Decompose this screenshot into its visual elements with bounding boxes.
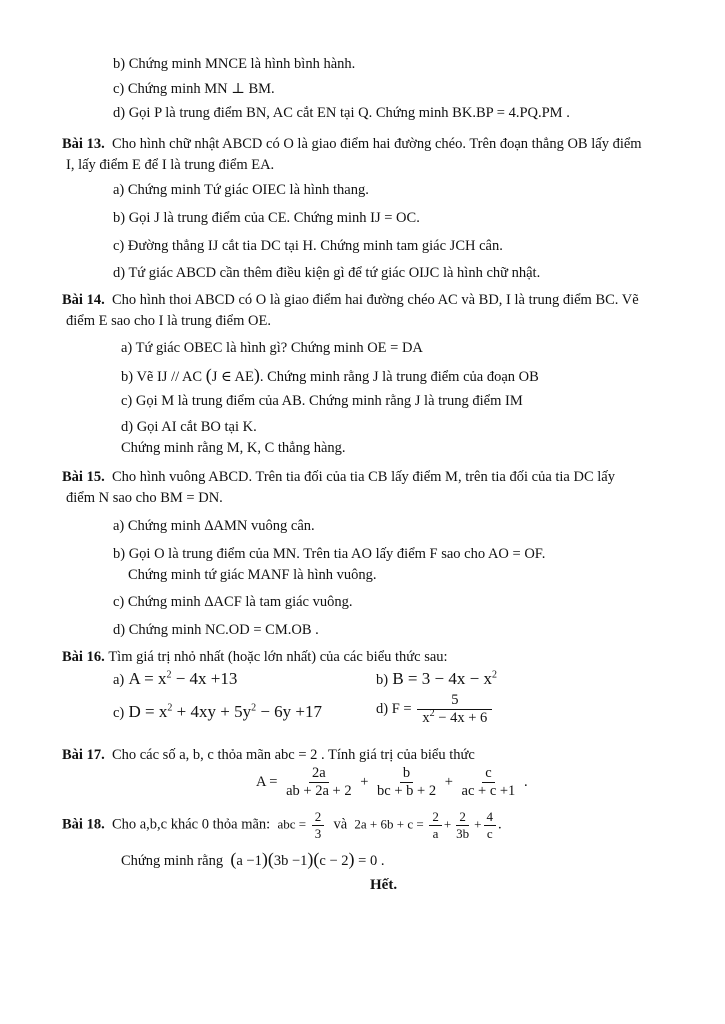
expr-d-fraction [417, 693, 492, 726]
expr-d-num: 5 [417, 693, 492, 710]
problem-15-statement [62, 468, 615, 486]
expr17-end: . [523, 774, 528, 791]
cond2-frac-1-den: a [432, 825, 439, 841]
problem-17-stmt: Cho các số a, b, c thỏa mãn abc = 2 . Tính giá trị của biểu thức [111, 747, 475, 763]
expr17-frac-2-den: bc + b + 2 [377, 783, 437, 800]
expr17-frac-3 [459, 766, 519, 799]
expr-a-2: − 4x +13 [171, 669, 238, 688]
prove-expr-3: c − 2 [319, 853, 349, 869]
problem-14-part-b-post: . Chứng minh rằng J là trung điểm của đoạn OB [259, 369, 539, 385]
expr-a-sq: 2 [166, 669, 172, 681]
cond1-frac [312, 810, 325, 840]
expr-b-sq: 2 [491, 669, 497, 681]
cond2-frac-3-den: c [486, 825, 493, 841]
problem-15-part-a: a) Chứng minh ΔAMN vuông cân. [113, 518, 315, 534]
expr-c-1: D = x [128, 702, 168, 721]
problem-13-part-d: d) Tứ giác ABCD cần thêm điều kiện gì để tứ giác OIJC là hình chữ nhật. [113, 265, 541, 281]
problem-14-stmt-1: Cho hình thoi ABCD có O là giao điểm hai đường chéo AC và BD, I là trung điểm BC. Vẽ [111, 292, 639, 308]
problem-16-part-c [113, 703, 322, 722]
expr-c-2: + 4xy + 5y [172, 702, 252, 721]
expr-c-sq-2: 2 [251, 702, 257, 714]
problem-15-stmt-1: Cho hình vuông ABCD. Trên tia đối của tia CB lấy điểm M, trên tia đối của tia DC lấy [111, 469, 615, 485]
problem-14-part-c: c) Gọi M là trung điểm của AB. Chứng minh rằng J là trung điểm IM [121, 393, 523, 409]
problem-13-stmt-2: I, lấy điểm E để I là trung điểm EA. [66, 157, 275, 173]
cond1-num: 2 [312, 810, 325, 826]
problem-13-label: Bài 13. [62, 136, 105, 152]
cond1-lhs: abc = [277, 816, 307, 832]
expr17-frac-1-den: ab + 2a + 2 [286, 783, 352, 800]
expr17-frac-3-num: c [482, 766, 494, 783]
problem-17-statement [62, 746, 475, 764]
cond2-frac-3 [484, 810, 497, 840]
prove-expr-1: a −1 [236, 853, 262, 869]
problem-16-statement [62, 648, 448, 666]
end-marker: Hết. [370, 877, 398, 893]
expr17-frac-1 [283, 766, 354, 799]
cond2-lhs: 2a + 6b + c = [354, 816, 424, 832]
expr17-plus-2: + [444, 774, 453, 791]
prove-expr-2: 3b −1 [273, 853, 308, 869]
problem-17-expression [256, 766, 528, 799]
expr-c-3: − 6y +17 [256, 702, 323, 721]
problem-16-label: Bài 16. [62, 649, 105, 665]
problem-13-part-a: a) Chứng minh Tứ giác OIEC là hình thang. [113, 182, 369, 198]
cond2-plus-1: + [443, 816, 452, 832]
expr17-frac-1-num: 2a [309, 766, 329, 783]
problem-14-stmt-2: điểm E sao cho I là trung điểm OE. [66, 313, 271, 329]
expr-d-den-2: − 4x + 6 [434, 710, 488, 727]
problem-15-part-b-2: Chứng minh tứ giác MANF là hình vuông. [128, 567, 377, 583]
cond2-end: . [498, 816, 502, 833]
problem-15-part-d: d) Chứng minh NC.OD = CM.OB . [113, 622, 319, 638]
cond2-frac-2 [453, 810, 472, 840]
expr-c-sq-1: 2 [167, 702, 173, 714]
problem-14-part-a: a) Tứ giác OBEC là hình gì? Chứng minh OE = DA [121, 340, 423, 356]
problem-14-part-d-1: d) Gọi AI cắt BO tại K. [121, 419, 257, 435]
problem-15-part-b-1: b) Gọi O là trung điểm của MN. Trên tia AO lấy điểm F sao cho AO = OF. [113, 546, 546, 562]
problem-13-part-b: b) Gọi J là trung điểm của CE. Chứng minh IJ = OC. [113, 210, 420, 226]
problem-13-part-c: c) Đường thẳng IJ cắt tia DC tại H. Chứng minh tam giác JCH cân. [113, 238, 503, 254]
expr17-frac-2 [374, 766, 439, 799]
prove-pre: Chứng minh rằng [121, 853, 224, 869]
problem-14-part-b: b) Vẽ IJ // AC (J ∈ AE). Chứng minh rằng J là trung điểm của đoạn OB [121, 365, 539, 385]
problem-16-part-b [376, 670, 497, 689]
cond2-frac-1 [429, 810, 442, 840]
problem-12-part-b: b) Chứng minh MNCE là hình bình hành. [113, 56, 356, 72]
cond1-den: 3 [314, 825, 322, 841]
problem-18-label: Bài 18. [62, 816, 105, 833]
problem-18-prove: Chứng minh rằng (a −1)(3b −1)(c − 2) = 0 . [121, 849, 385, 869]
problem-14-label: Bài 14. [62, 292, 105, 308]
expr17-plus-1: + [360, 774, 369, 791]
cond2-frac-2-den: 3b [456, 825, 470, 841]
problem-15-part-c: c) Chứng minh ΔACF là tam giác vuông. [113, 594, 353, 610]
expr17-lhs: A = [256, 774, 278, 791]
cond2-frac-1-num: 2 [429, 810, 442, 826]
problem-16-c-label: c) [113, 705, 125, 721]
problem-14-part-b-pre: b) Vẽ IJ // AC [121, 369, 206, 385]
expr-a-1: A = x [128, 669, 167, 688]
problem-14-part-b-cond: J ∈ AE [211, 369, 254, 385]
problem-12-part-d: d) Gọi P là trung điểm BN, AC cắt EN tại Q. Chứng minh BK.BP = 4.PQ.PM . [113, 105, 570, 121]
problem-18-stmt: Cho a,b,c khác 0 thỏa mãn: [111, 816, 271, 833]
expr-d-den-1: x [422, 710, 430, 727]
problem-16-b-label: b) [376, 672, 389, 688]
problem-16-part-d [376, 693, 494, 726]
expr-d-den [419, 710, 490, 726]
problem-18-statement [62, 810, 502, 840]
expr-b-1: B = 3 − 4x − x [392, 669, 492, 688]
problem-15-label: Bài 15. [62, 469, 105, 485]
problem-14-part-d-2: Chứng minh rằng M, K, C thẳng hàng. [121, 440, 346, 456]
problem-16-a-label: a) [113, 672, 125, 688]
problem-12-part-c: c) Chứng minh MN ⊥ BM. [113, 81, 275, 97]
problem-17-label: Bài 17. [62, 747, 105, 763]
problem-13-stmt-1: Cho hình chữ nhật ABCD có O là giao điểm hai đường chéo. Trên đoạn thẳng OB lấy điểm [111, 136, 642, 152]
cond2-plus-2: + [474, 816, 482, 832]
cond2-frac-3-num: 4 [484, 810, 497, 826]
prove-eq: = 0 . [354, 853, 385, 869]
problem-14-statement [62, 291, 639, 309]
cond-and: và [333, 816, 348, 833]
expr17-frac-2-num: b [400, 766, 413, 783]
problem-13-statement [62, 135, 642, 153]
problem-16-part-a [113, 670, 237, 689]
problem-15-stmt-2: điểm N sao cho BM = DN. [66, 490, 223, 506]
expr-d-lhs: F = [391, 701, 412, 718]
problem-16-d-label: d) [376, 701, 389, 718]
expr-d-sq: 2 [429, 708, 435, 720]
expr17-frac-3-den: ac + c +1 [461, 783, 516, 800]
problem-16-stmt: Tìm giá trị nhỏ nhất (hoặc lớn nhất) của các biểu thức sau: [108, 649, 448, 665]
cond2-frac-2-num: 2 [456, 810, 469, 826]
